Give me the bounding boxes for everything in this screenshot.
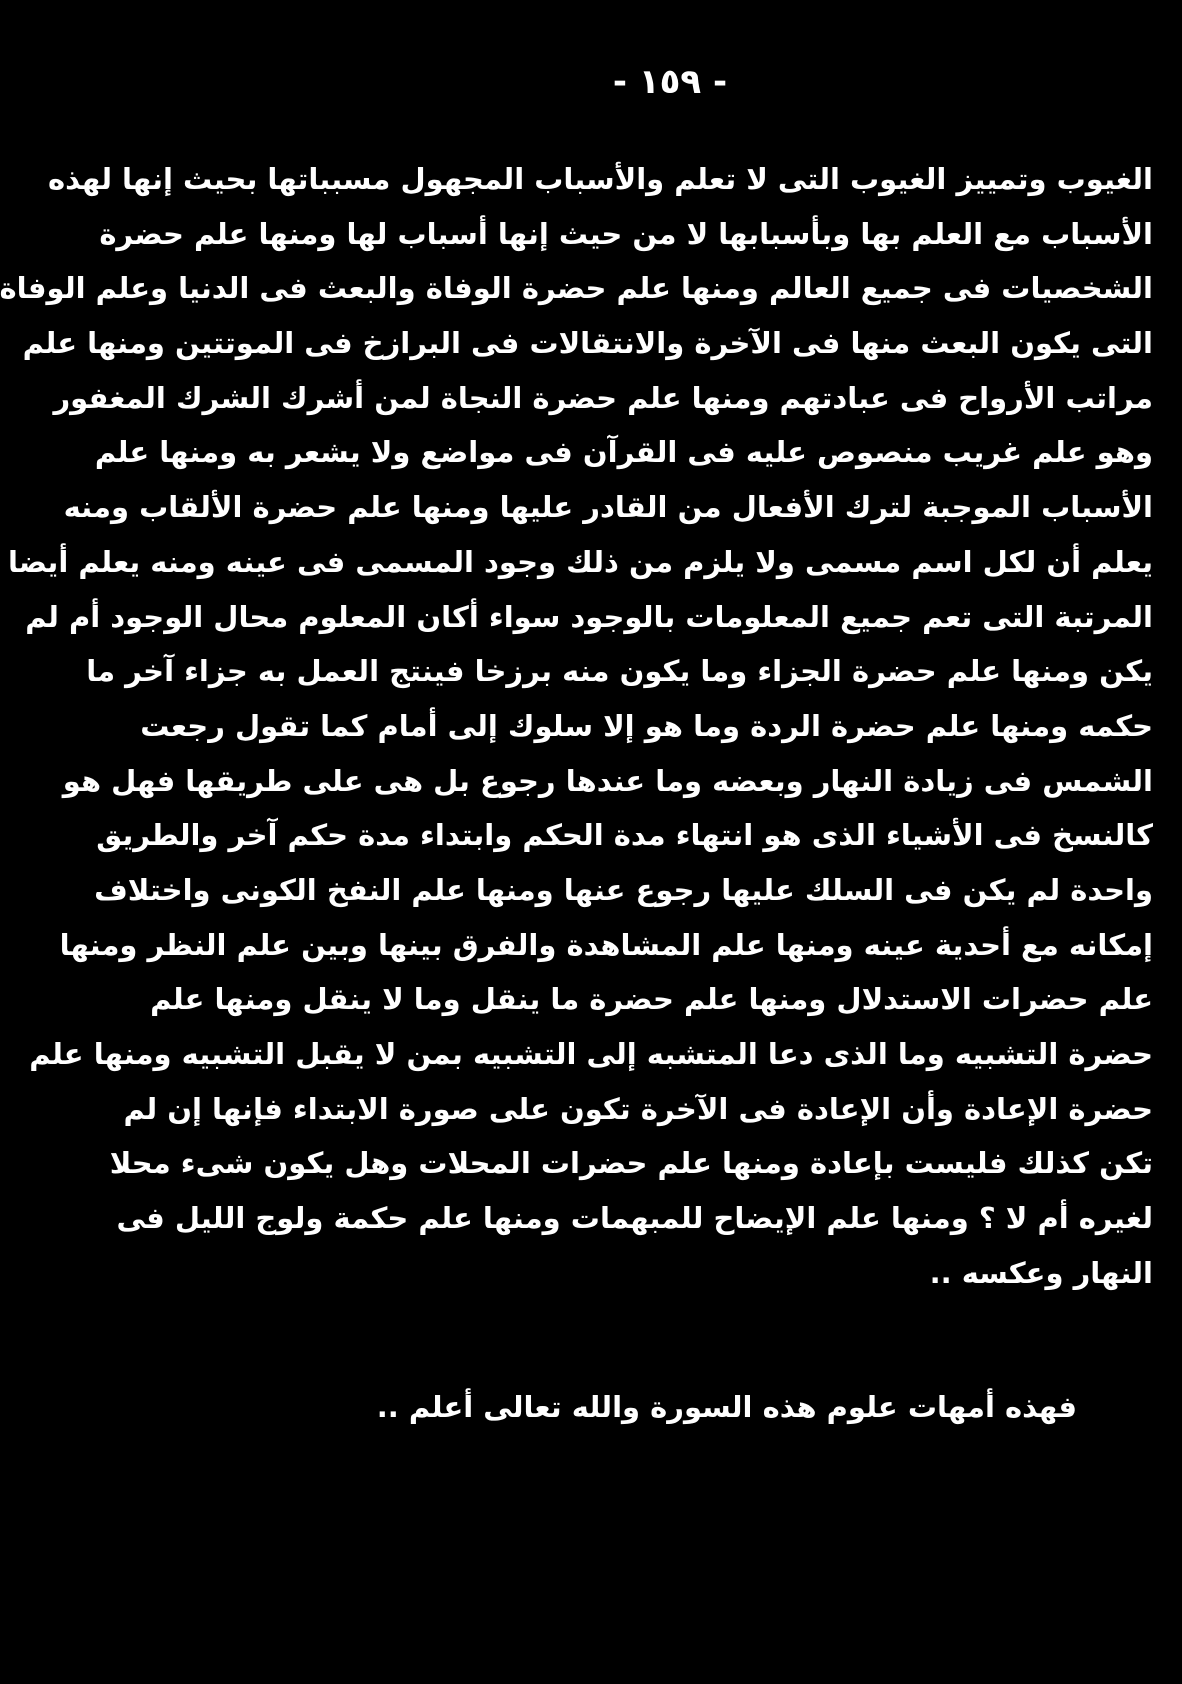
closing-line: فهذه أمهات علوم هذه السورة والله تعالى أعلم .. [376, 1390, 1077, 1424]
text-line: يكن ومنها علم حضرة الجزاء وما يكون منه برزخا فينتج العمل به جزاء آخر ما [86, 654, 1153, 689]
text-line: الأسباب الموجبة لترك الأفعال من القادر عليها ومنها علم حضرة الألقاب ومنه [63, 490, 1153, 525]
text-line: حضرة التشبيه وما الذى دعا المتشبه إلى التشبيه بمن لا يقبل التشبيه ومنها علم [29, 1037, 1153, 1071]
text-line: حكمه ومنها علم حضرة الردة وما هو إلا سلوك إلى أمام كما تقول رجعت [140, 708, 1153, 743]
text-line: واحدة لم يكن فى السلك عليها رجوع عنها ومنها علم النفخ الكونى واختلاف [94, 872, 1153, 907]
page-number: - ١٥٩ - [612, 62, 728, 102]
text-line: الشمس فى زيادة النهار وبعضه وما عندها رجوع بل هى على طريقها فهل هو [62, 763, 1153, 798]
text-line: التى يكون البعث منها فى الآخرة والانتقالات فى البرازخ فى الموتتين ومنها علم [22, 326, 1153, 361]
body-text [0, 152, 1153, 1300]
text-line: تكن كذلك فليست بإعادة ومنها علم حضرات المحلات وهل يكون شىء محلا [109, 1146, 1153, 1181]
text-line: وهو علم غريب منصوص عليه فى القرآن فى مواضع ولا يشعر به ومنها علم [94, 435, 1153, 470]
text-line: المرتبة التى تعم جميع المعلومات بالوجود سواء أكان المعلوم محال الوجود أم لم [25, 599, 1153, 634]
text-line: إمكانه مع أحدية عينه ومنها علم المشاهدة والفرق بينها وبين علم النظر ومنها [59, 927, 1153, 962]
text-line: مراتب الأرواح فى عبادتهم ومنها علم حضرة النجاة لمن أشرك الشرك المغفور [53, 380, 1153, 415]
text-line: الغيوب وتمييز الغيوب التى لا تعلم والأسباب المجهول مسبباتها بحيث إنها لهذه [48, 162, 1153, 196]
text-line: الشخصيات فى جميع العالم ومنها علم حضرة الوفاة والبعث فى الدنيا وعلم الوفاة [0, 271, 1153, 306]
text-line: يعلم أن لكل اسم مسمى ولا يلزم من ذلك وجود المسمى فى عينه ومنه يعلم أيضا [7, 544, 1153, 579]
text-line: الأسباب مع العلم بها وبأسبابها لا من حيث إنها أسباب لها ومنها علم حضرة [99, 216, 1153, 251]
text-line: علم حضرات الاستدلال ومنها علم حضرة ما ينقل وما لا ينقل ومنها علم [150, 982, 1153, 1017]
text-line: النهار وعكسه .. [929, 1255, 1153, 1290]
text-line: كالنسخ فى الأشياء الذى هو انتهاء مدة الحكم وابتداء مدة حكم آخر والطريق [96, 818, 1153, 853]
text-line: لغيره أم لا ؟ ومنها علم الإيضاح للمبهمات ومنها علم حكمة ولوج الليل فى [116, 1201, 1153, 1236]
text-line: حضرة الإعادة وأن الإعادة فى الآخرة تكون على صورة الابتداء فإنها إن لم [123, 1091, 1153, 1126]
